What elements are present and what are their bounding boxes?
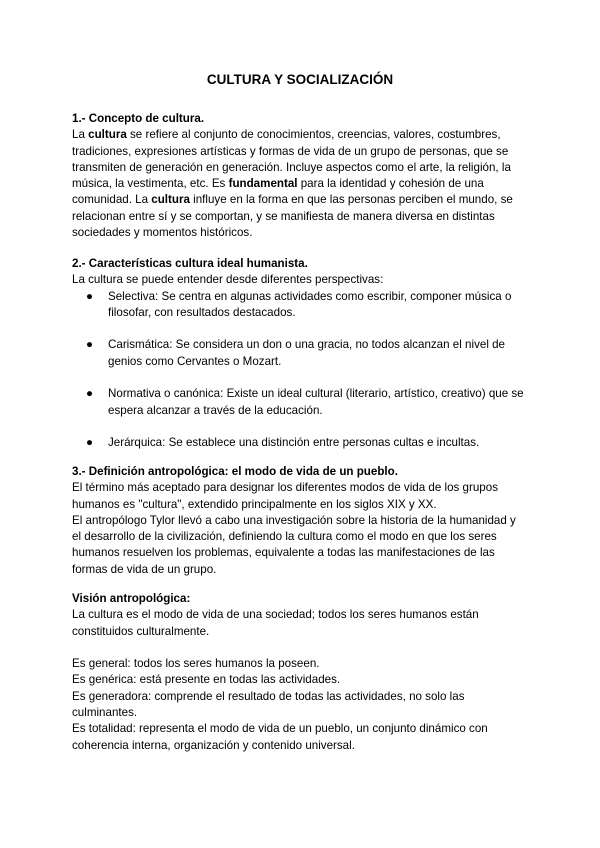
list-spacer xyxy=(72,321,528,337)
paragraph: Es general: todos los seres humanos la poseen. xyxy=(72,657,320,671)
text-run: influye en la forma en que las personas perciben el mundo, se relacionan entre sí y se comportan, y se manifiesta de manera diversa en distintas sociedades y momentos históricos. xyxy=(72,193,513,240)
list-item-text: Carismática: Se considera un don o una gracia, no todos alcanzan el nivel de genios como Cervantes o Mozart. xyxy=(108,338,506,368)
paragraph: Es generadora: comprende el resultado de todas las actividades, no solo las culminantes. xyxy=(72,689,465,720)
paragraph: El término más aceptado para designar los diferentes modos de vida de los grupos humanos es "cultura", extendido principalmente en los siglos XIX y XX. xyxy=(72,481,498,511)
paragraph: Es totalidad: representa el modo de vida de un pueblo, un conjunto dinámico con coherencia interna, organización y contenido universal. xyxy=(72,722,488,752)
text-run: La xyxy=(72,128,89,142)
text-run: para la identidad y cohesión de una comunidad. La xyxy=(72,177,484,207)
bullet-icon: ● xyxy=(86,436,94,450)
paragraph: El antropólogo Tylor llevó a cabo una investigación sobre la historia de la humanidad y el desarrollo de la civilización, definiendo la cultura como el modo en que los seres humanos resuelven los problemas, equivalente a todas las manifestaciones de las formas de vida de un grupo. xyxy=(72,513,516,576)
list-spacer xyxy=(72,419,528,435)
bullet-icon: ● xyxy=(86,338,94,352)
section-concepto xyxy=(72,111,528,241)
list-item xyxy=(72,337,528,370)
list-item-text: Jerárquica: Se establece una distinción entre personas cultas e incultas. xyxy=(108,436,480,450)
list-item xyxy=(72,386,528,419)
text-run: se refiere al conjunto de conocimientos, creencias, valores, costumbres, tradiciones, expresiones artísticas y formas de vida de un grupo de personas, que se transmiten de generación en generación. Incluye aspectos como el arte, la religión, la música, la vestimenta, etc. Es xyxy=(72,128,511,191)
paragraph: La cultura se puede entender desde diferentes perspectivas: xyxy=(72,273,384,287)
list-item-text: Selectiva: Se centra en algunas actividades como escribir, componer música o filosofar, con resultados destacados. xyxy=(108,289,512,319)
bullet-list xyxy=(72,289,528,452)
list-item xyxy=(72,435,528,451)
section-caracteristicas xyxy=(72,256,528,452)
paragraph: La cultura es el modo de vida de una sociedad; todos los seres humanos están constituidos culturalmente. xyxy=(72,608,479,638)
section-heading: 1.- Concepto de cultura. xyxy=(72,112,205,125)
bullet-icon: ● xyxy=(86,289,94,303)
page-title: CULTURA Y SOCIALIZACIÓN xyxy=(206,72,394,87)
bold-term: fundamental xyxy=(228,177,298,191)
bullet-icon: ● xyxy=(86,387,94,401)
paragraph-spacer xyxy=(72,640,528,656)
bold-term: cultura xyxy=(151,193,190,207)
list-item-text: Normativa o canónica: Existe un ideal cultural (literario, artístico, creativo) que se espera alcanzar a través de la educación. xyxy=(108,387,524,417)
section-vision xyxy=(72,591,528,754)
section-heading: 3.- Definición antropológica: el modo de vida de un pueblo. xyxy=(72,465,398,478)
section-heading: Visión antropológica: xyxy=(72,592,191,605)
paragraph xyxy=(72,127,528,241)
section-heading: 2.- Características cultura ideal humanista. xyxy=(72,257,308,270)
section-definicion xyxy=(72,464,528,578)
paragraph: Es genérica: está presente en todas las actividades. xyxy=(72,673,341,687)
bold-term: cultura xyxy=(88,128,127,142)
list-item xyxy=(72,289,528,322)
list-spacer xyxy=(72,370,528,386)
